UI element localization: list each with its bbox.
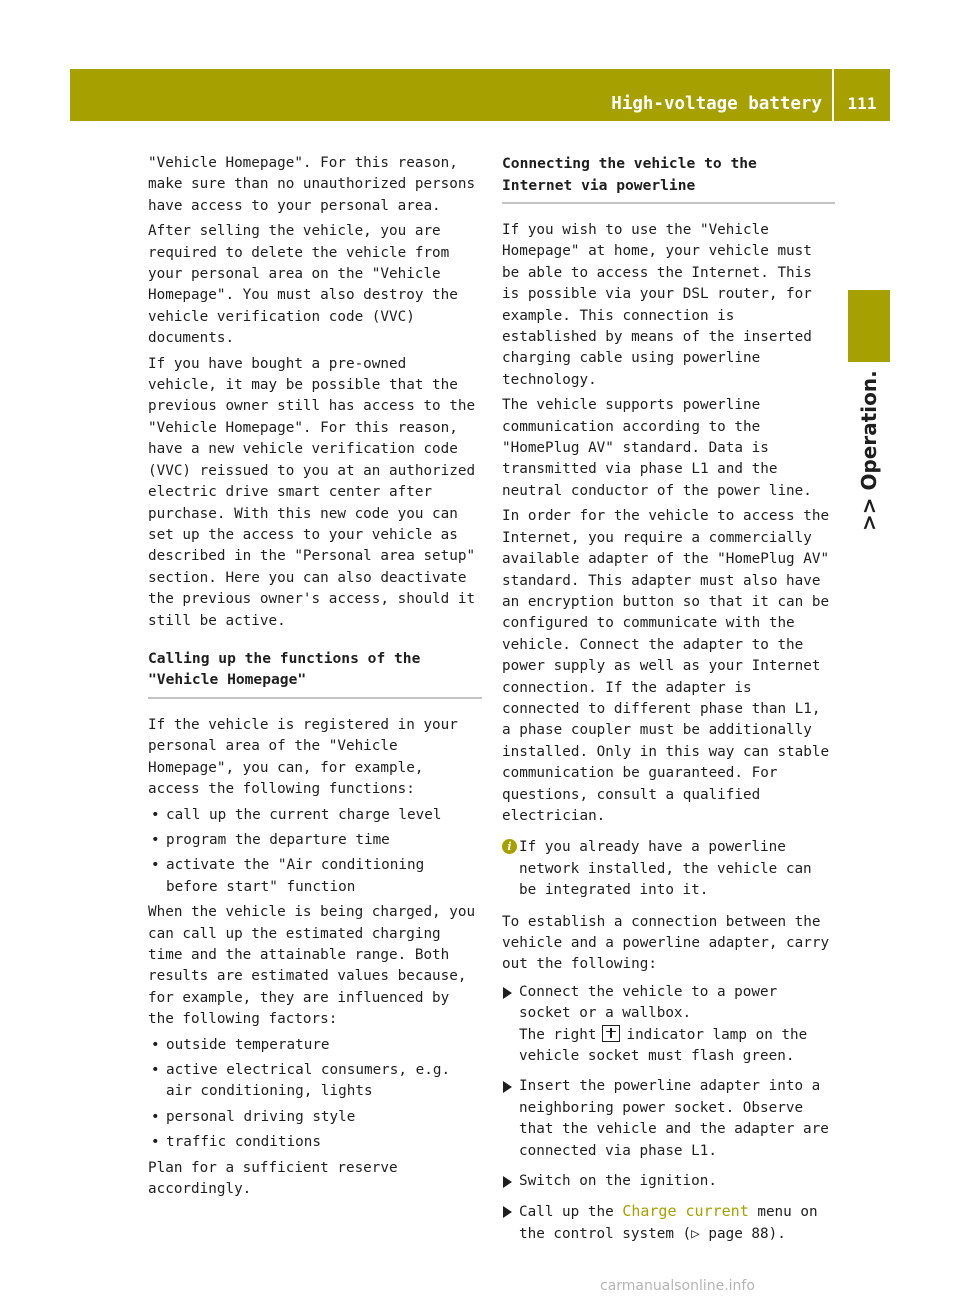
list-item: • program the departure time (148, 830, 482, 851)
step-item: Call up the Charge current menu on the control system (▷ page 88). (502, 1201, 835, 1245)
step-arrow-icon (503, 1081, 512, 1093)
list-item: • outside temperature (148, 1035, 482, 1056)
list-item: • activate the "Air conditioning before start" function (151, 857, 425, 895)
paragraph: The vehicle supports powerline communication according to the "HomePlug AV" standard. Data is transmitted via phase L1 and the neutral conductor of the power line. (502, 397, 812, 499)
left-column (148, 153, 482, 1204)
section-tab-marker (848, 290, 890, 362)
right-column (502, 153, 835, 1254)
page-number: 111 (847, 94, 877, 113)
step-arrow-icon (503, 1176, 512, 1188)
list-item: • personal driving style (148, 1107, 482, 1128)
header-title: High-voltage battery (611, 94, 822, 114)
paragraph: When the vehicle is being charged, you can call up the estimated charging time and the attainable range. Both results are estimated values because, for example, they are influenced by the following factors: (148, 904, 476, 1028)
bullet-icon: • (151, 1108, 160, 1125)
bullet-icon: • (151, 806, 160, 823)
page-reference-link[interactable]: ▷ page 88 (691, 1225, 769, 1242)
info-icon: i (502, 839, 517, 854)
bullet-icon: • (151, 857, 160, 874)
section-heading-vehicle-homepage: Calling up the functions of the "Vehicle Homepage" (148, 648, 482, 699)
section-heading-powerline: Connecting the vehicle to the Internet via powerline (502, 153, 835, 204)
list-item: • call up the current charge level (148, 805, 482, 826)
functions-list (148, 805, 482, 899)
step-item: Switch on the ignition. (502, 1171, 835, 1192)
step-item: Insert the powerline adapter into a neighboring power socket. Observe that the vehicle and the adapter are connected via phase L1. (502, 1076, 835, 1162)
step-arrow-icon (503, 1206, 512, 1218)
paragraph: If you have bought a pre-owned vehicle, it may be possible that the previous owner still has access to the "Vehicle Homepage". For this reason, have a new vehicle verification code (VVC) reissued to you at an authorized electric drive smart center after purchase. With this new code you can set up the access to your vehicle as described in the "Personal area setup" section. Here you can also deactivate the previous owner's access, should it still be active. (148, 355, 476, 629)
paragraph: After selling the vehicle, you are required to delete the vehicle from your personal area on the "Vehicle Homepage". You must also destroy the vehicle verification code (VVC) documents. (148, 223, 458, 347)
paragraph: If you wish to use the "Vehicle Homepage" at home, your vehicle must be able to access the Internet. This is possible via your DSL router, for example. This connection is established by means of the inserted charging cable using powerline technology. (502, 222, 812, 388)
list-item: • active electrical consumers, e.g. air conditioning, lights (151, 1062, 451, 1100)
bullet-icon: • (151, 831, 160, 848)
watermark: carmanualsonline.info (600, 1278, 755, 1294)
paragraph: In order for the vehicle to access the Internet, you require a commercially available adapter of the "HomePlug AV" standard. This adapter must also have an encryption button so that it can be configured to communicate with the vehicle. Connect the adapter to the power supply as well as your Internet connection. If the adapter is connected to different phase than L1, a phase coupler must be additionally installed. Only in this way can stable communication be guaranteed. For questions, consult a qualified electrician. (502, 508, 830, 824)
step-item: Connect the vehicle to a power socket or a wallbox. The right indicator lamp on the vehicle socket must flash green. (502, 982, 835, 1068)
paragraph: "Vehicle Homepage". For this reason, make sure than no unauthorized persons have access to your personal area. (148, 155, 476, 214)
steps-list (502, 982, 835, 1245)
display-menu-text: Charge current (622, 1202, 749, 1221)
info-note: i If you already have a powerline network installed, the vehicle can be integrated into it. (502, 837, 835, 901)
bullet-icon: • (151, 1036, 160, 1053)
list-item: • traffic conditions (148, 1132, 482, 1153)
factors-list (148, 1035, 482, 1154)
paragraph: Plan for a sufficient reserve accordingly. (148, 1159, 398, 1198)
bullet-icon: • (151, 1062, 160, 1079)
charging-indicator-lamp-icon (602, 1025, 620, 1042)
paragraph: If the vehicle is registered in your personal area of the "Vehicle Homepage", you can, for example, access the following functions: (148, 716, 458, 798)
paragraph: To establish a connection between the vehicle and a powerline adapter, carry out the following: (502, 913, 830, 973)
bullet-icon: • (151, 1134, 160, 1151)
section-tab-label: >> Operation. (857, 370, 881, 531)
step-arrow-icon (503, 987, 512, 999)
